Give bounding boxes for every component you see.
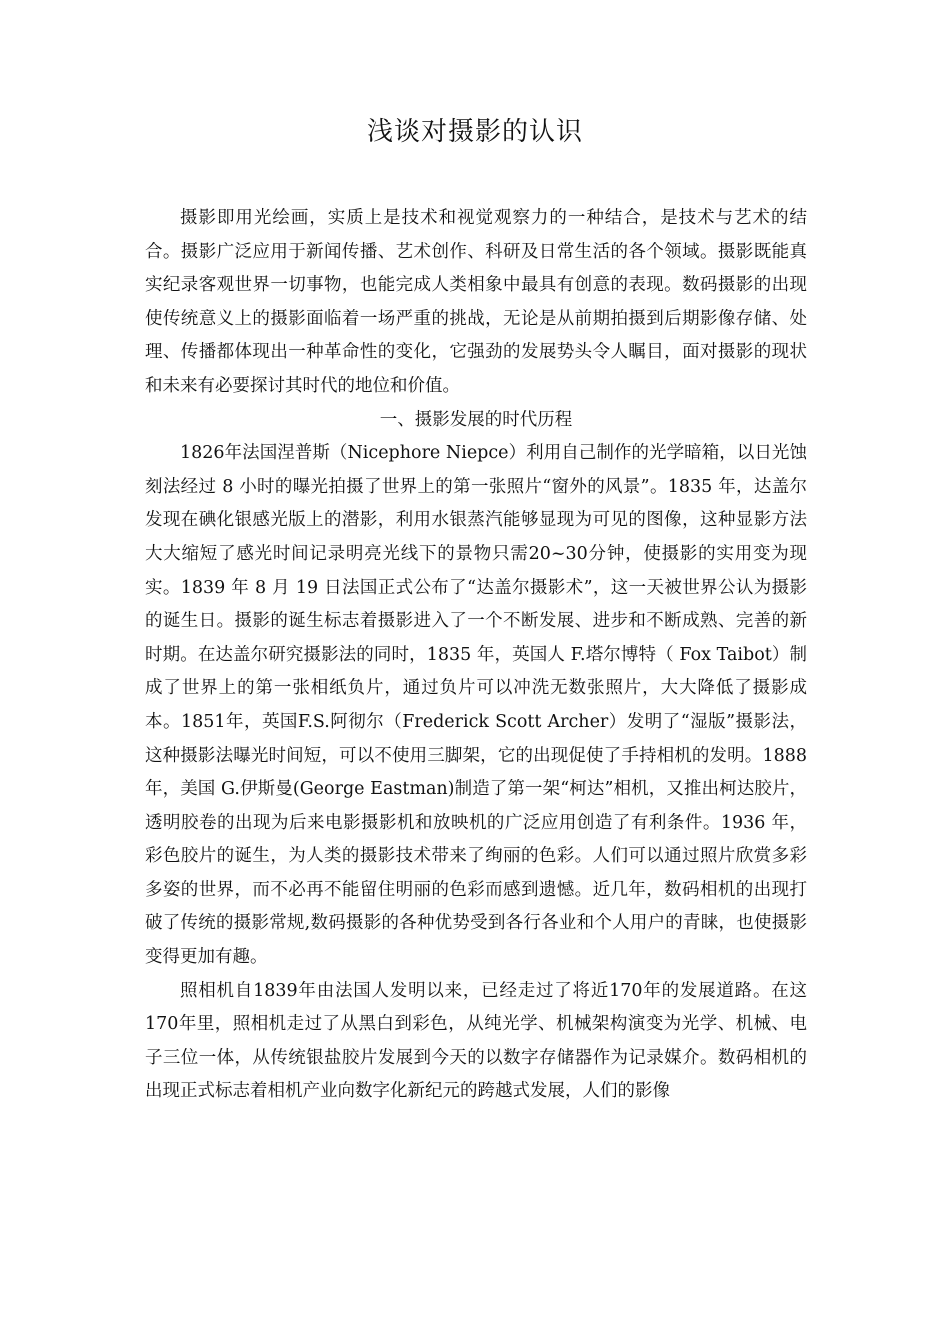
section-heading: 一、摄影发展的时代历程 [379,409,573,430]
document-body [145,202,807,1109]
document-title: 浅谈对摄影的认识 [366,117,583,147]
camera-paragraph: 照相机自1839年由法国人发明以来，已经走过了将近170年的发展道路。在这170年里，照相机走过了从黑白到彩色，从纯光学、机械架构演变为光学、机械、电子三位一体，从传统银盐胶片发展到今天的以数字存储器作为记录媒介。数码相机的出现正式标志着相机产业向数字化新纪元的跨越式发展，人们的影像 [145,980,807,1102]
intro-paragraph: 摄影即用光绘画，实质上是技术和视觉观察力的一种结合，是技术与艺术的结合。摄影广泛应用于新闻传播、艺术创作、科研及日常生活的各个领域。摄影既能真实纪录客观世界一切事物，也能完成人类相象中最具有创意的表现。数码摄影的出现使传统意义上的摄影面临着一场严重的挑战，无论是从前期拍摄到后期影像存储、处理、传播都体现出一种革命性的变化，它强劲的发展势头令人瞩目，面对摄影的现状和未来有必要探讨其时代的地位和价值。 [145,208,807,396]
history-paragraph: 1826年法国涅普斯（Nicephore Niepce）利用自己制作的光学暗箱，以日光蚀刻法经过 8 小时的曝光拍摄了世界上的第一张照片“窗外的风景”。1835 年，达盖尔发现在碘化银感光版上的潜影，利用水银蒸汽能够显现为可见的图像，这种显影方法大大缩短了感光时间记录明亮光线下的景物只需20~30分钟，使摄影的实用变为现实。1839 年 8 月 19 日法国正式公布了“达盖尔摄影术”，这一天被世界公认为摄影的诞生日。摄影的诞生标志着摄影进入了一个不断发展、进步和不断成熟、完善的新时期。在达盖尔研究摄影法的同时，1835 年，英国人 F.塔尔博特（ Fox Taibot）制成了世界上的第一张相纸负片，通过负片可以冲洗无数张照片，大大降低了摄影成本。1851年，英国F.S.阿彻尔（Frederick Scott Archer）发明了“湿版”摄影法，这种摄影法曝光时间短，可以不使用三脚架，它的出现促使了手持相机的发明。1888 年，美国 G.伊斯曼(George Eastman)制造了第一架“柯达”相机，又推出柯达胶片，透明胶卷的出现为后来电影摄影机和放映机的广泛应用创造了有利条件。1936 年，彩色胶片的诞生，为人类的摄影技术带来了绚丽的色彩。人们可以通过照片欣赏多彩多姿的世界，而不必再不能留住明丽的色彩而感到遗憾。近几年，数码相机的出现打破了传统的摄影常规,数码摄影的各种优势受到各行各业和个人用户的青睐，也使摄影变得更加有趣。 [145,443,807,968]
